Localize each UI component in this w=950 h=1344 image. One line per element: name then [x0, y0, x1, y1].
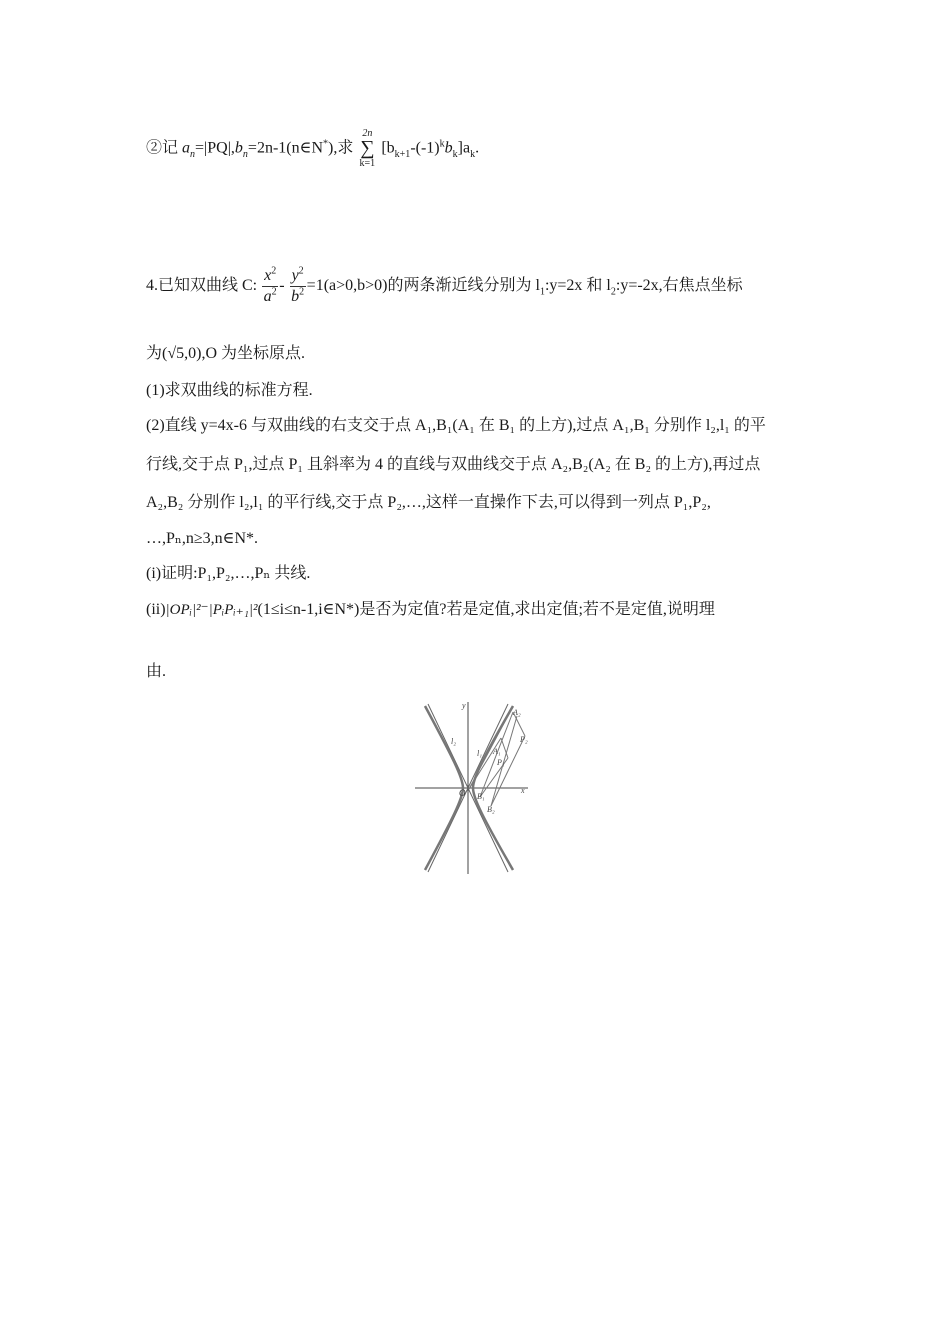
text-bracket-close: ]a — [457, 139, 471, 157]
q4-rest: =1(a>0,b>0)的两条渐近线分别为 l — [306, 277, 540, 295]
label-l1: l₁ — [477, 749, 483, 758]
frac-b: b — [291, 288, 300, 305]
part-ii-expr: |OPᵢ|²⁻|PᵢPᵢ₊₁|² — [165, 602, 258, 618]
sub-2: 2 — [610, 286, 616, 298]
sub-n2: n — [242, 148, 248, 160]
period: . — [475, 139, 480, 157]
q4-l2eq: :y=-2x,右焦点坐标 — [615, 277, 743, 295]
part-ii-end: 由. — [146, 663, 167, 680]
sub-1: 1 — [539, 286, 545, 298]
question-4-line-1 — [146, 266, 743, 307]
label-y: y — [462, 701, 466, 710]
part-ii-rest: (1≤i≤n-1,i∈N*)是否为定值?若是定值,求出定值;若不是定值,说明理 — [257, 601, 715, 618]
part-2-line-a: (2)直线 y=4x-6 与双曲线的右支交于点 A₁,B₁(A₁ 在 B₁ 的上方),过点 A₁,B₁ 分别作 l₂,l₁ 的平 — [146, 417, 766, 434]
sigma: ∑ — [360, 137, 375, 159]
text-ji: 记 — [162, 139, 183, 157]
q4-lead: 4.已知双曲线 C: — [146, 277, 258, 295]
label-p1: P₁ — [497, 758, 505, 767]
text-b-def: =2n-1(n∈N — [247, 139, 323, 157]
label-a1: A₁ — [493, 747, 501, 756]
label-b1: B₁ — [477, 792, 485, 801]
sq2: 2 — [271, 286, 277, 298]
sum-lower: k=1 — [359, 158, 376, 169]
question-4-line-2: 为(√5,0),O 为坐标原点. — [146, 345, 305, 362]
text-pq: =|PQ|, — [195, 139, 235, 157]
sub-ak: k — [470, 148, 476, 160]
sup-star: * — [323, 138, 328, 150]
label-p2: P₂ — [520, 735, 528, 744]
part-1: (1)求双曲线的标准方程. — [146, 382, 313, 399]
minus-sign: - — [279, 277, 285, 295]
hyperbola-figure — [413, 698, 533, 876]
fraction-y2-b2 — [290, 266, 306, 307]
fraction-x2-a2 — [262, 266, 278, 307]
text-minus: -(-1) — [410, 139, 440, 157]
frac-a: a — [263, 288, 272, 305]
var-b: b — [234, 139, 243, 157]
sq1: 2 — [271, 265, 277, 277]
var-bk: b — [444, 139, 453, 157]
sq4: 2 — [299, 286, 305, 298]
part-ii-lead: (ii) — [146, 601, 166, 618]
part-ii — [146, 600, 715, 620]
part-2-line-b: 行线,交于点 P₁,过点 P₁ 且斜率为 4 的直线与双曲线交于点 A₂,B₂(A₂ 在 B₂ 的上方),再过点 — [146, 456, 761, 473]
label-o: O — [459, 788, 466, 798]
sq3: 2 — [298, 265, 304, 277]
q4-l1eq: :y=2x 和 l — [544, 277, 611, 295]
label-b2: B₂ — [487, 805, 495, 814]
text-bracket: [b — [381, 139, 395, 157]
frac-y: y — [291, 267, 299, 284]
var-a: a — [182, 139, 191, 157]
line-a1-p1 — [501, 738, 508, 758]
circled-number: ② — [146, 139, 163, 157]
frac-x: x — [264, 267, 272, 284]
sum-upper: 2n — [362, 128, 373, 139]
part-2-line-c: A₂,B₂ 分别作 l₂,l₁ 的平行线,交于点 P₂,…,这样一直操作下去,可以得到一列点 P₁,P₂, — [146, 494, 711, 511]
sub-n: n — [190, 148, 196, 160]
sub-k: k — [452, 148, 458, 160]
label-l2: l₂ — [451, 737, 457, 746]
sub-k1: k+1 — [394, 148, 411, 160]
sup-k: k — [439, 138, 445, 150]
part-2-line-d: …,Pₙ,n≥3,n∈N*. — [146, 530, 258, 547]
part-i: (i)证明:P₁,P₂,…,Pₙ 共线. — [146, 565, 311, 582]
question-3-part-2 — [146, 128, 480, 169]
label-a2: A₂ — [513, 708, 521, 717]
label-x: x — [521, 786, 525, 795]
sum-symbol — [357, 128, 377, 169]
text-qiu: ),求 — [328, 139, 354, 157]
